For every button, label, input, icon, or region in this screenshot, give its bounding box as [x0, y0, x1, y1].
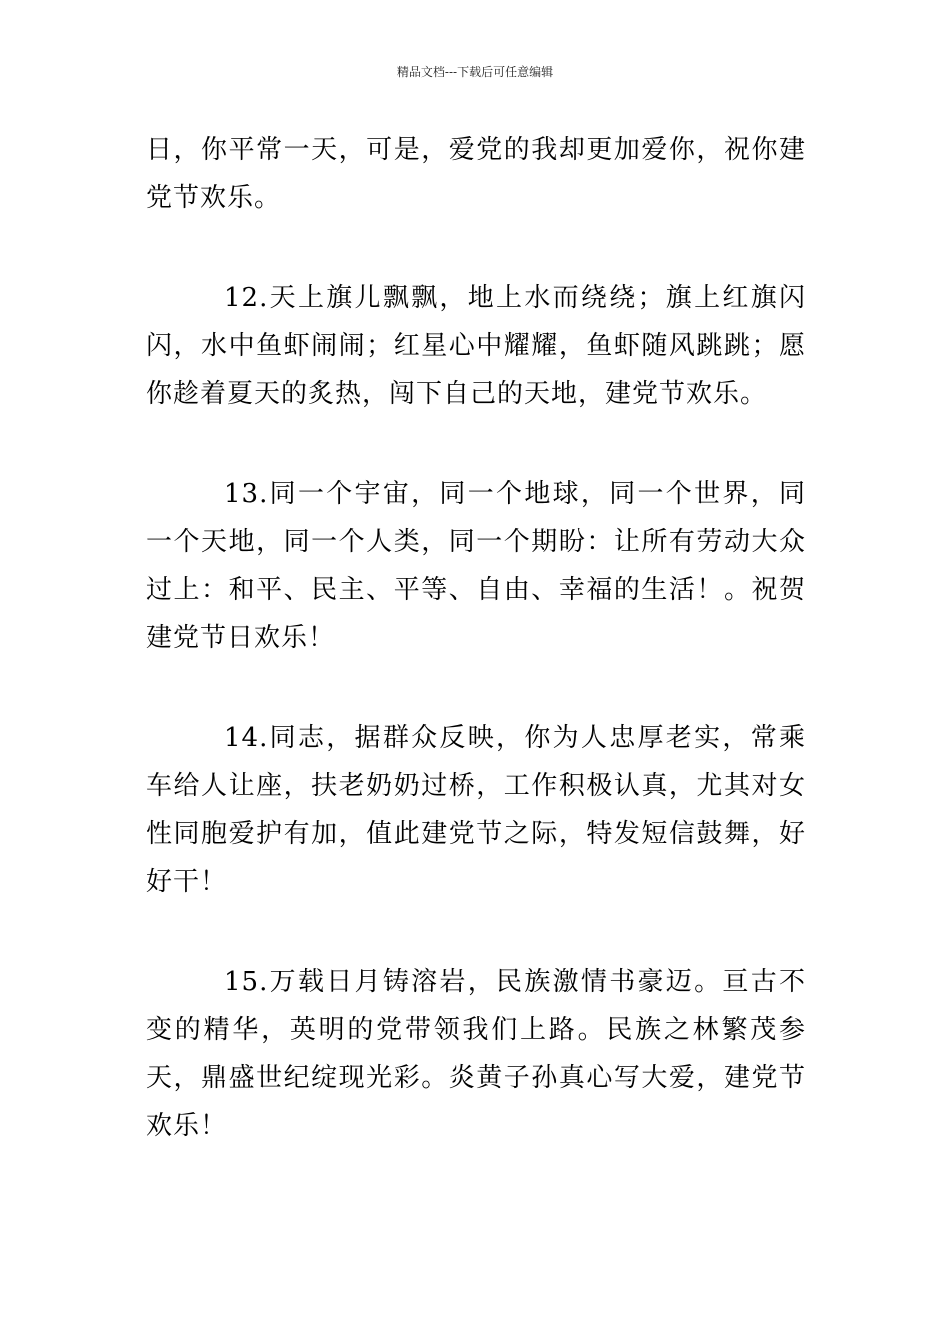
- paragraph-continuation: 日，你平常一天，可是，爱党的我却更加爱你，祝你建党节欢乐。: [146, 135, 806, 213]
- paragraph-item-14: 14.同志，据群众反映，你为人忠厚老实，常乘车给人让座，扶老奶奶过桥，工作积极认真，尤其对女性同胞爱护有加，值此建党节之际，特发短信鼓舞，好好干！: [146, 723, 806, 897]
- document-body: [146, 126, 806, 1202]
- paragraph-item-13: 13.同一个宇宙，同一个地球，同一个世界，同一个天地，同一个人类，同一个期盼：让所有劳动大众过上：和平、民主、平等、自由、幸福的生活！。祝贺建党节日欢乐！: [146, 479, 806, 653]
- page-header: 精品文档---下载后可任意编辑: [396, 65, 554, 79]
- paragraph-item-12: 12.天上旗儿飘飘，地上水而绕绕；旗上红旗闪闪，水中鱼虾闹闹；红星心中耀耀，鱼虾随风跳跳；愿你趁着夏天的炙热，闯下自己的天地，建党节欢乐。: [146, 283, 806, 409]
- paragraph-item-15: 15.万载日月铸溶岩，民族激情书豪迈。亘古不变的精华，英明的党带领我们上路。民族之林繁茂参天，鼎盛世纪绽现光彩。炎黄子孙真心写大爱，建党节欢乐！: [146, 967, 806, 1141]
